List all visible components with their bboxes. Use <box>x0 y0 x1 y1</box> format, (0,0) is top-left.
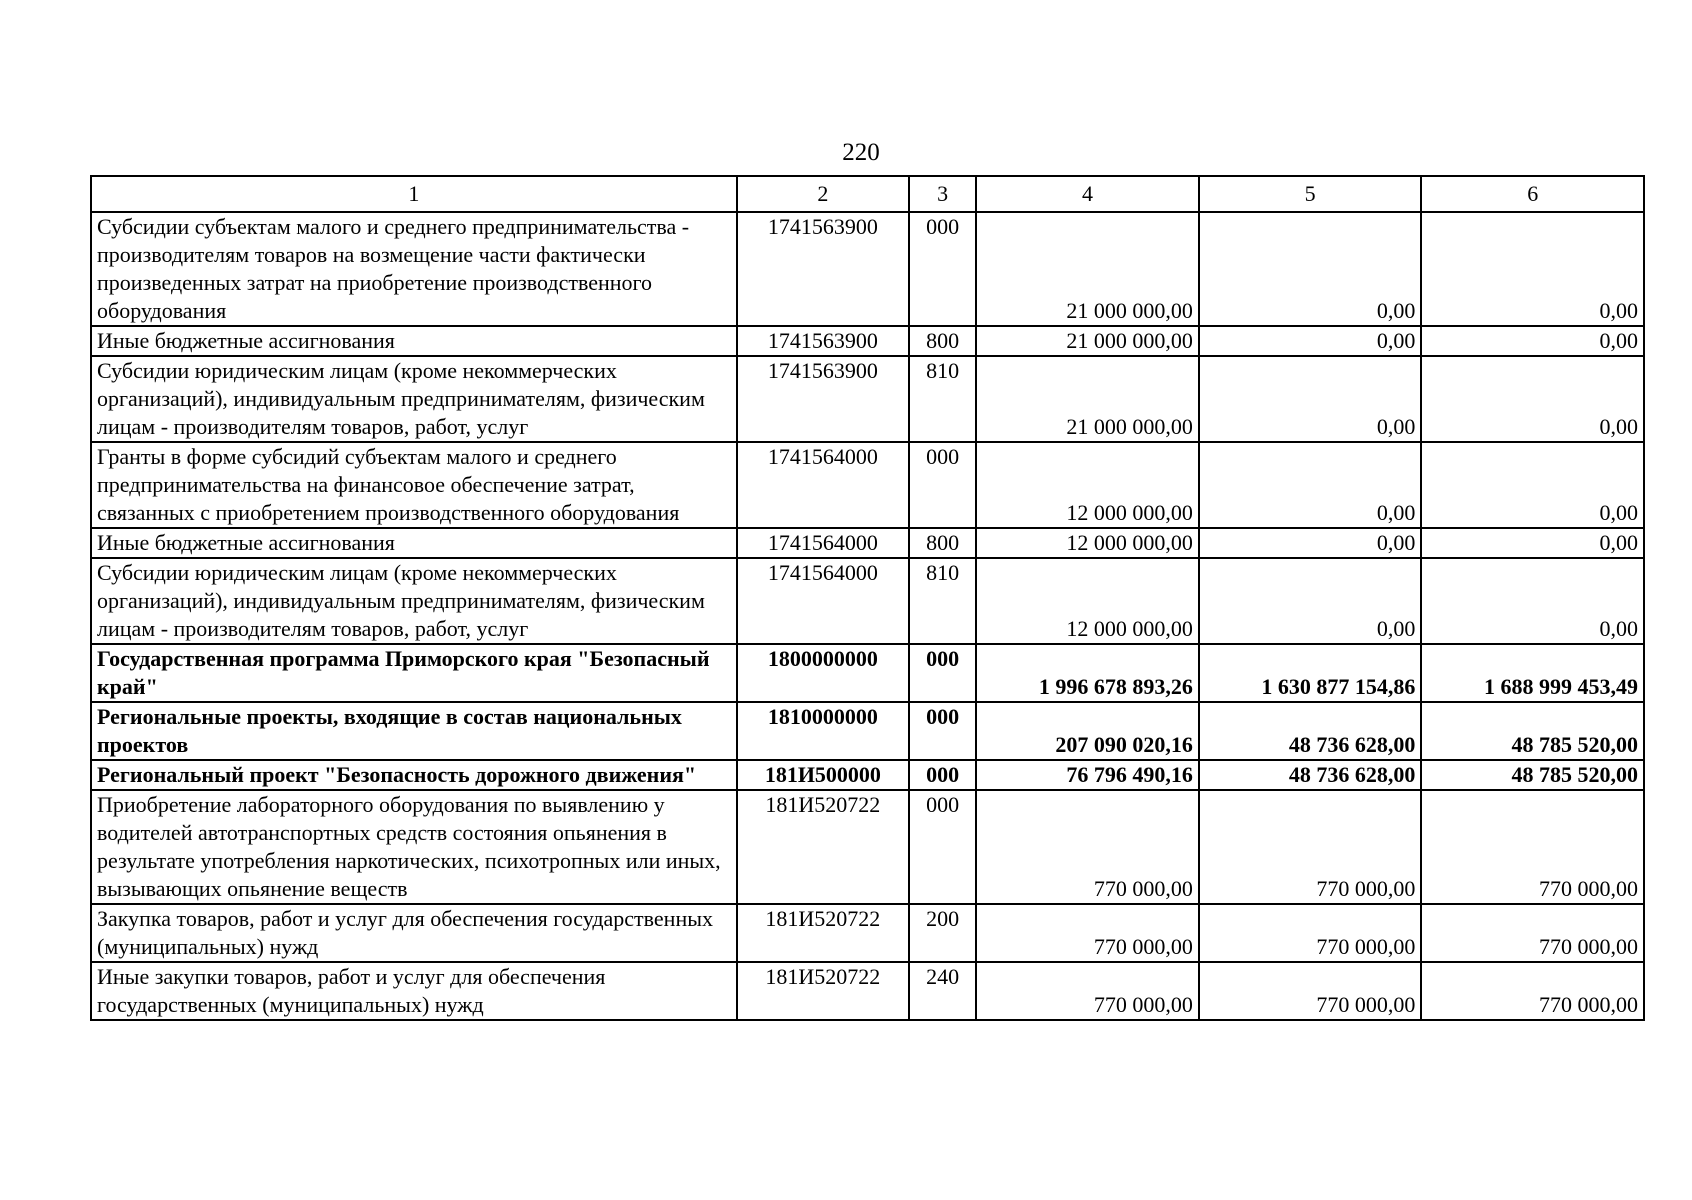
row-expense-type: 000 <box>909 702 976 760</box>
table-row <box>91 442 1644 528</box>
row-code: 1741563900 <box>737 212 909 326</box>
row-value-col5: 0,00 <box>1199 558 1422 644</box>
row-expense-type: 810 <box>909 356 976 442</box>
row-value-col4: 770 000,00 <box>976 962 1199 1020</box>
row-expense-type: 000 <box>909 760 976 790</box>
row-code: 1741564000 <box>737 442 909 528</box>
row-value-col6: 0,00 <box>1421 212 1644 326</box>
row-name: Государственная программа Приморского края "Безопасный край" <box>91 644 737 702</box>
row-expense-type: 200 <box>909 904 976 962</box>
row-name: Гранты в форме субсидий субъектам малого и среднего предпринимательства на финансовое обеспечение затрат, связанных с приобретением производственного оборудования <box>91 442 737 528</box>
table-row <box>91 212 1644 326</box>
row-expense-type: 000 <box>909 212 976 326</box>
row-name: Региональный проект "Безопасность дорожного движения" <box>91 760 737 790</box>
row-name: Иные бюджетные ассигнования <box>91 528 737 558</box>
row-value-col5: 0,00 <box>1199 212 1422 326</box>
row-expense-type: 800 <box>909 528 976 558</box>
row-code: 181И500000 <box>737 760 909 790</box>
row-name: Иные бюджетные ассигнования <box>91 326 737 356</box>
row-name: Субсидии юридическим лицам (кроме некоммерческих организаций), индивидуальным предпринимателям, физическим лицам - производителям товаров, работ, услуг <box>91 356 737 442</box>
row-value-col5: 770 000,00 <box>1199 790 1422 904</box>
row-code: 1741564000 <box>737 558 909 644</box>
row-value-col5: 0,00 <box>1199 356 1422 442</box>
row-value-col6: 0,00 <box>1421 326 1644 356</box>
row-value-col6: 1 688 999 453,49 <box>1421 644 1644 702</box>
table-body <box>91 212 1644 1020</box>
row-value-col6: 0,00 <box>1421 442 1644 528</box>
column-header: 4 <box>976 176 1199 212</box>
row-value-col4: 21 000 000,00 <box>976 326 1199 356</box>
row-expense-type: 000 <box>909 442 976 528</box>
row-value-col5: 48 736 628,00 <box>1199 760 1422 790</box>
row-value-col6: 0,00 <box>1421 528 1644 558</box>
row-name: Субсидии юридическим лицам (кроме некоммерческих организаций), индивидуальным предпринимателям, физическим лицам - производителям товаров, работ, услуг <box>91 558 737 644</box>
row-expense-type: 000 <box>909 790 976 904</box>
table-header-row <box>91 176 1644 212</box>
row-name: Закупка товаров, работ и услуг для обеспечения государственных (муниципальных) нужд <box>91 904 737 962</box>
table-row <box>91 326 1644 356</box>
row-value-col6: 770 000,00 <box>1421 904 1644 962</box>
row-name: Субсидии субъектам малого и среднего предпринимательства - производителям товаров на возмещение части фактически произведенных затрат на приобретение производственного оборудования <box>91 212 737 326</box>
row-expense-type: 240 <box>909 962 976 1020</box>
row-expense-type: 800 <box>909 326 976 356</box>
row-code: 181И520722 <box>737 904 909 962</box>
row-code: 181И520722 <box>737 962 909 1020</box>
table-row <box>91 962 1644 1020</box>
row-value-col4: 207 090 020,16 <box>976 702 1199 760</box>
table-row <box>91 904 1644 962</box>
row-value-col5: 0,00 <box>1199 442 1422 528</box>
row-value-col5: 770 000,00 <box>1199 962 1422 1020</box>
row-value-col4: 770 000,00 <box>976 790 1199 904</box>
row-expense-type: 000 <box>909 644 976 702</box>
row-code: 1810000000 <box>737 702 909 760</box>
row-code: 1741563900 <box>737 326 909 356</box>
table-row <box>91 356 1644 442</box>
row-value-col4: 12 000 000,00 <box>976 558 1199 644</box>
row-value-col5: 48 736 628,00 <box>1199 702 1422 760</box>
row-code: 181И520722 <box>737 790 909 904</box>
page-number: 220 <box>842 139 880 166</box>
row-name: Региональные проекты, входящие в состав национальных проектов <box>91 702 737 760</box>
table-row <box>91 790 1644 904</box>
row-value-col6: 770 000,00 <box>1421 962 1644 1020</box>
row-name: Иные закупки товаров, работ и услуг для обеспечения государственных (муниципальных) нужд <box>91 962 737 1020</box>
table-row <box>91 644 1644 702</box>
row-value-col4: 1 996 678 893,26 <box>976 644 1199 702</box>
row-value-col5: 0,00 <box>1199 326 1422 356</box>
row-code: 1741564000 <box>737 528 909 558</box>
row-value-col6: 48 785 520,00 <box>1421 760 1644 790</box>
row-value-col6: 48 785 520,00 <box>1421 702 1644 760</box>
row-value-col6: 770 000,00 <box>1421 790 1644 904</box>
budget-table <box>90 175 1645 1021</box>
row-code: 1741563900 <box>737 356 909 442</box>
table-row <box>91 528 1644 558</box>
column-header: 1 <box>91 176 737 212</box>
table-row <box>91 702 1644 760</box>
row-code: 1800000000 <box>737 644 909 702</box>
column-header: 2 <box>737 176 909 212</box>
row-value-col4: 770 000,00 <box>976 904 1199 962</box>
table-row <box>91 760 1644 790</box>
column-header: 6 <box>1421 176 1644 212</box>
row-value-col6: 0,00 <box>1421 558 1644 644</box>
row-value-col5: 0,00 <box>1199 528 1422 558</box>
row-value-col4: 12 000 000,00 <box>976 528 1199 558</box>
row-value-col4: 21 000 000,00 <box>976 356 1199 442</box>
row-value-col6: 0,00 <box>1421 356 1644 442</box>
row-value-col4: 76 796 490,16 <box>976 760 1199 790</box>
table-row <box>91 558 1644 644</box>
row-name: Приобретение лабораторного оборудования по выявлению у водителей автотранспортных средств состояния опьянения в результате употребления наркотических, психотропных или иных, вызывающих опьянение веществ <box>91 790 737 904</box>
row-expense-type: 810 <box>909 558 976 644</box>
row-value-col5: 1 630 877 154,86 <box>1199 644 1422 702</box>
column-header: 5 <box>1199 176 1422 212</box>
row-value-col5: 770 000,00 <box>1199 904 1422 962</box>
column-header: 3 <box>909 176 976 212</box>
row-value-col4: 21 000 000,00 <box>976 212 1199 326</box>
row-value-col4: 12 000 000,00 <box>976 442 1199 528</box>
